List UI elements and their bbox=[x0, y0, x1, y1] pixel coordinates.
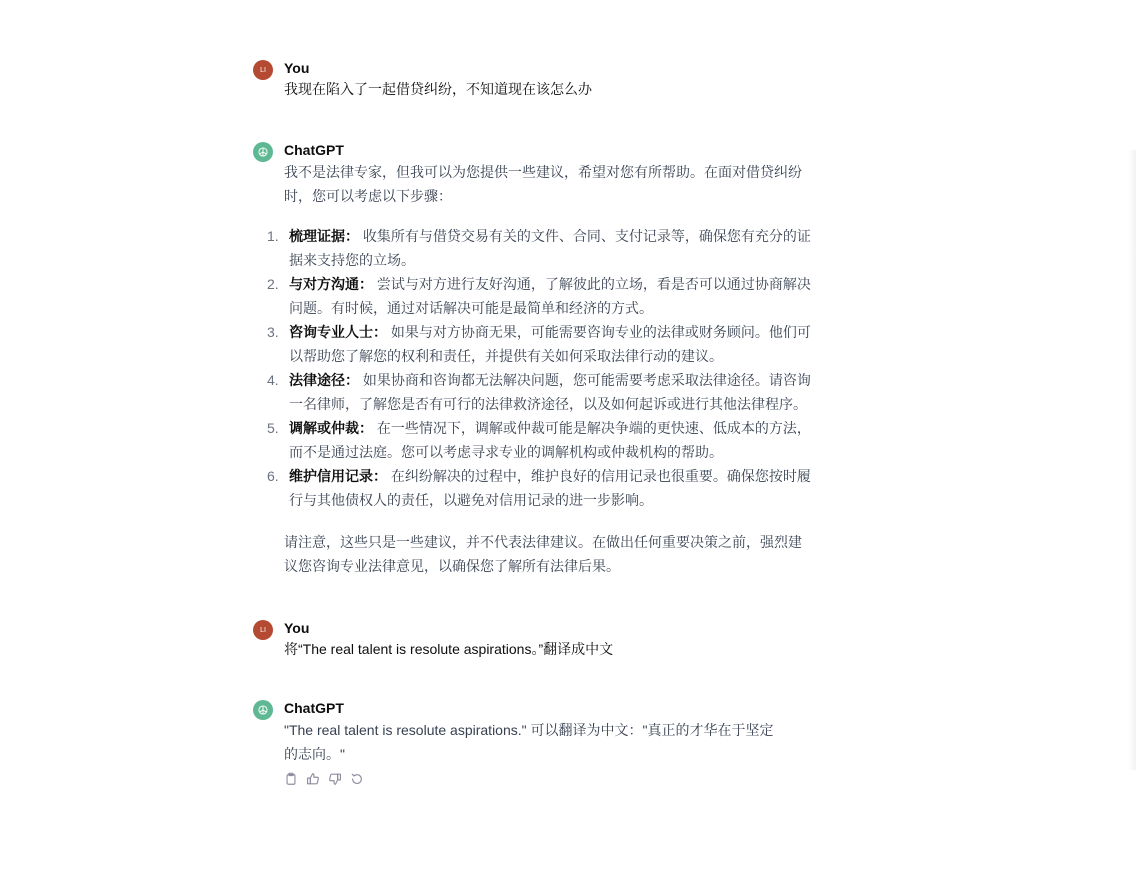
user-message bbox=[253, 618, 813, 698]
list-number: 6. bbox=[267, 468, 279, 484]
list-item bbox=[267, 464, 813, 512]
openai-logo-icon bbox=[256, 703, 270, 717]
message-text: 我现在陷入了一起借贷纠纷，不知道现在该怎么办 bbox=[284, 81, 592, 97]
list-item bbox=[267, 320, 813, 368]
message-text: 将“The real talent is resolute aspirations。”翻译成中文 bbox=[284, 641, 614, 657]
conversation-thread bbox=[253, 58, 813, 786]
step-title: 调解或仲裁： bbox=[289, 420, 373, 436]
scroll-edge-shadow bbox=[1128, 150, 1136, 770]
steps-list bbox=[267, 224, 813, 512]
message-outro: 请注意，这些只是一些建议，并不代表法律建议。在做出任何重要决策之前，强烈建议您咨询专业法律意见，以确保您了解所有法律后果。 bbox=[284, 534, 802, 574]
thumbs-down-icon[interactable] bbox=[328, 772, 342, 786]
step-title: 与对方沟通： bbox=[289, 276, 373, 292]
message-author: ChatGPT bbox=[284, 142, 344, 158]
copy-icon[interactable] bbox=[284, 772, 298, 786]
assistant-message bbox=[253, 140, 813, 618]
list-number: 1. bbox=[267, 228, 279, 244]
user-avatar: LI bbox=[253, 60, 273, 80]
list-item bbox=[267, 224, 813, 272]
list-item bbox=[267, 416, 813, 464]
message-author: You bbox=[284, 60, 310, 76]
message-intro: 我不是法律专家，但我可以为您提供一些建议，希望对您有所帮助。在面对借贷纠纷时，您可以考虑以下步骤： bbox=[284, 164, 802, 204]
message-text: "The real talent is resolute aspirations." 可以翻译为中文："真正的才华在于坚定的志向。" bbox=[284, 722, 774, 762]
chatgpt-avatar bbox=[253, 142, 273, 162]
step-body: 在纠纷解决的过程中，维护良好的信用记录也很重要。确保您按时履行与其他债权人的责任，以避免对信用记录的进一步影响。 bbox=[289, 468, 811, 508]
step-title: 梳理证据： bbox=[289, 228, 359, 244]
message-author: You bbox=[284, 620, 310, 636]
list-item bbox=[267, 272, 813, 320]
chatgpt-avatar bbox=[253, 700, 273, 720]
step-title: 咨询专业人士： bbox=[289, 324, 387, 340]
user-avatar: LI bbox=[253, 620, 273, 640]
thumbs-up-icon[interactable] bbox=[306, 772, 320, 786]
list-item bbox=[267, 368, 813, 416]
list-number: 2. bbox=[267, 276, 279, 292]
step-title: 法律途径： bbox=[289, 372, 359, 388]
step-body: 尝试与对方进行友好沟通，了解彼此的立场，看是否可以通过协商解决问题。有时候，通过对话解决可能是最简单和经济的方式。 bbox=[289, 276, 811, 316]
step-body: 收集所有与借贷交易有关的文件、合同、支付记录等，确保您有充分的证据来支持您的立场。 bbox=[289, 228, 811, 268]
message-actions bbox=[284, 772, 813, 786]
list-number: 3. bbox=[267, 324, 279, 340]
user-message bbox=[253, 58, 813, 140]
step-body: 如果协商和咨询都无法解决问题，您可能需要考虑采取法律途径。请咨询一名律师，了解您是否有可行的法律救济途径，以及如何起诉或进行其他法律程序。 bbox=[289, 372, 811, 412]
list-number: 4. bbox=[267, 372, 279, 388]
regenerate-icon[interactable] bbox=[350, 772, 364, 786]
list-number: 5. bbox=[267, 420, 279, 436]
message-author: ChatGPT bbox=[284, 700, 344, 716]
step-body: 如果与对方协商无果，可能需要咨询专业的法律或财务顾问。他们可以帮助您了解您的权利和责任，并提供有关如何采取法律行动的建议。 bbox=[289, 324, 811, 364]
assistant-message bbox=[253, 698, 813, 786]
step-title: 维护信用记录： bbox=[289, 468, 387, 484]
step-body: 在一些情况下，调解或仲裁可能是解决争端的更快速、低成本的方法，而不是通过法庭。您可以考虑寻求专业的调解机构或仲裁机构的帮助。 bbox=[289, 420, 811, 460]
openai-logo-icon bbox=[256, 145, 270, 159]
